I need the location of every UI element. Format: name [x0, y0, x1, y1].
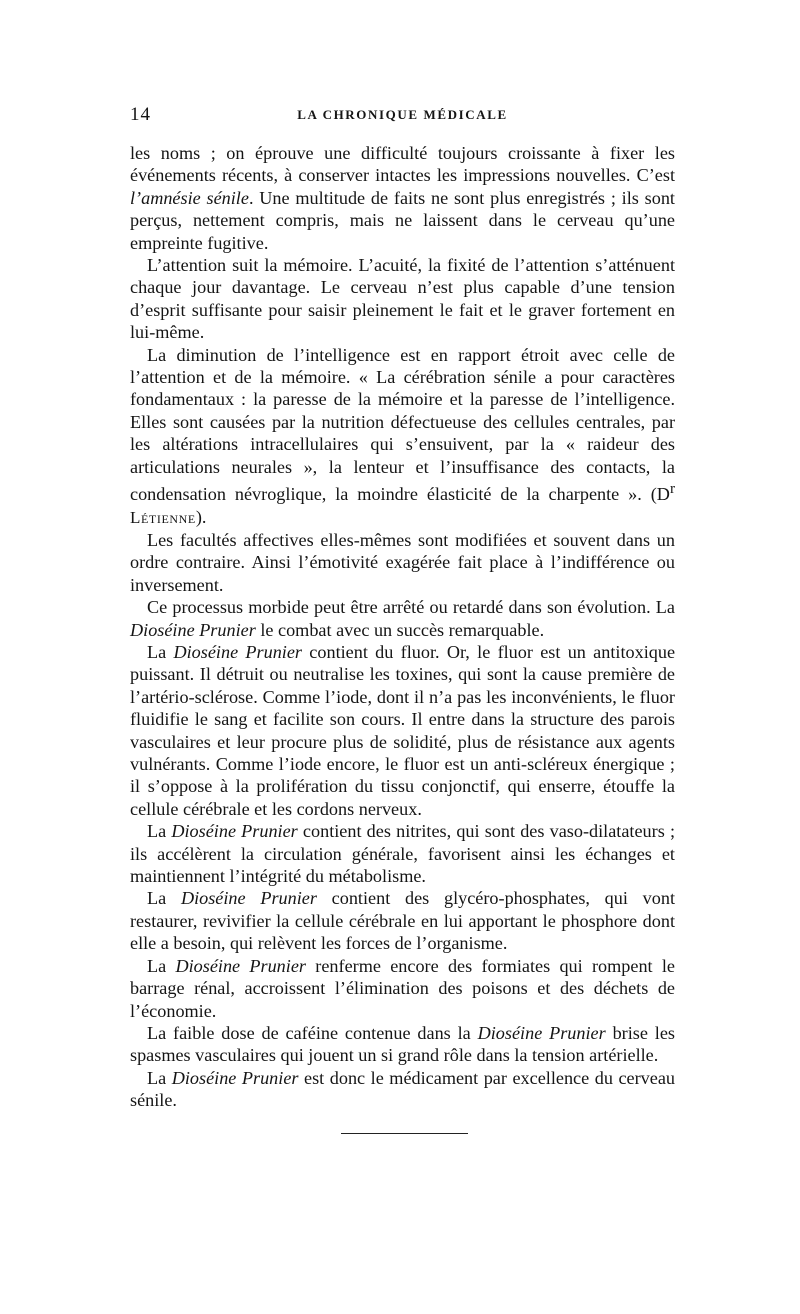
product-name: Dioséine Prunier [175, 955, 306, 976]
product-name: Dioséine Prunier [171, 1067, 299, 1088]
paragraph-6 [130, 641, 675, 820]
text-run: contient du fluor. Or, le fluor est un antitoxique puissant. Il détruit ou neutralise les toxines, qui sont la cause première de l’artério-sclérose. Comme l’iode, dont il n’a pas les inconvénients, le fluor fluidifie le sang et facilite son cours. Il entre dans la structure des parois vasculaires et leur procure plus de solidité, plus de résistance aux agents vulnérants. Comme l’iode encore, le fluor est un anti-scléreux énergique ; il s’oppose à la prolifération du tissu conjonctif, qui enserre, étouffe la cellule cérébrale et les cordons nerveux. [130, 642, 676, 819]
text-run: La [147, 821, 172, 842]
paragraph-9 [130, 955, 675, 1022]
product-name: Dioséine Prunier [130, 619, 256, 640]
page-header [130, 104, 675, 130]
text-run: . Une multitude de faits ne sont plus enregistrés ; ils sont perçus, nettement compris, mais ne laissent dans le cerveau qu’une empreinte fugitive. [130, 187, 675, 253]
superscript: r [669, 480, 675, 498]
text-run: La [147, 642, 174, 662]
text-run: les noms ; on éprouve une difficulté toujours croissante à fixer les événements récents, à conserver intactes les impressions nouvelles. C’est [130, 143, 675, 186]
product-name: Dioséine Prunier [171, 821, 298, 842]
text-run: brise les spasmes vasculaires qui jouent un si grand rôle dans la tension artérielle. [130, 1022, 675, 1066]
section-divider [341, 1133, 468, 1134]
text-run: La [147, 888, 181, 909]
document-page [130, 104, 675, 1112]
text-run: La faible dose de caféine contenue dans la [147, 1022, 478, 1043]
page-number: 14 [130, 104, 151, 125]
text-run: renferme encore des formiates qui rompent le barrage rénal, accroissent l’élimination des poisons et des déchets de l’économie. [130, 955, 675, 1021]
text-run: La [147, 1067, 172, 1088]
text-run: contient des nitrites, qui sont des vaso-dilatateurs ; ils accélèrent la circulation générale, favorisent ainsi les échanges et maintiennent l’intégrité du métabolisme. [130, 821, 675, 887]
text-run: Ce processus morbide peut être arrêté ou retardé dans son évolution. La [147, 597, 675, 618]
text-run: La [147, 955, 176, 976]
text-run: La diminution de l’intelligence est en rapport étroit avec celle de l’attention et de la mémoire. « La cérébration sénile a pour caractères fondamentaux : la paresse de la mémoire et la paresse de l’intelligence. Elles sont causées par la nutrition défectueuse des cellules centrales, par les altérations intracellulaires qui s’ensuivent, par la « raideur des articulations neurales », la lenteur et l’insuffisance des contacts, la condensation névroglique, la moindre élasticité de la charpente ». (D [130, 344, 675, 505]
product-name: Dioséine Prunier [180, 888, 317, 909]
paragraph-1 [130, 142, 675, 254]
article-body [130, 142, 675, 1112]
text-run: ). [195, 506, 207, 527]
text-run: contient des glycéro-phosphates, qui vont restaurer, revivifier la cellule cérébrale en lui apportant le phosphore dont elle a besoin, qui relèvent les forces de l’organisme. [130, 888, 676, 954]
paragraph-2: L’attention suit la mémoire. L’acuité, la fixité de l’attention s’atténuent chaque jour davantage. Le cerveau n’est plus capable d’une tension d’esprit suffisante pour saisir pleinement le fait et le graver fortement en lui-même. [130, 255, 675, 343]
paragraph-10 [130, 1022, 675, 1067]
paragraph-5 [130, 596, 675, 641]
running-title: LA CHRONIQUE MÉDICALE [297, 107, 508, 122]
product-name: Dioséine Prunier [477, 1022, 606, 1043]
author-name: Létienne [130, 507, 196, 527]
text-run: est donc le médicament par excellence du cerveau sénile. [130, 1067, 675, 1111]
paragraph-8 [130, 887, 675, 954]
paragraph-11 [130, 1067, 675, 1112]
paragraph-3 [130, 344, 675, 529]
text-run: le combat avec un succès remarquable. [255, 619, 545, 640]
product-name: Dioséine Prunier [173, 642, 303, 662]
paragraph-7 [130, 820, 675, 887]
paragraph-4: Les facultés affectives elles-mêmes sont modifiées et souvent dans un ordre contraire. Ainsi l’émotivité exagérée fait place à l’indifférence ou inversement. [130, 529, 675, 595]
emphasis: l’amnésie sénile [130, 187, 249, 208]
